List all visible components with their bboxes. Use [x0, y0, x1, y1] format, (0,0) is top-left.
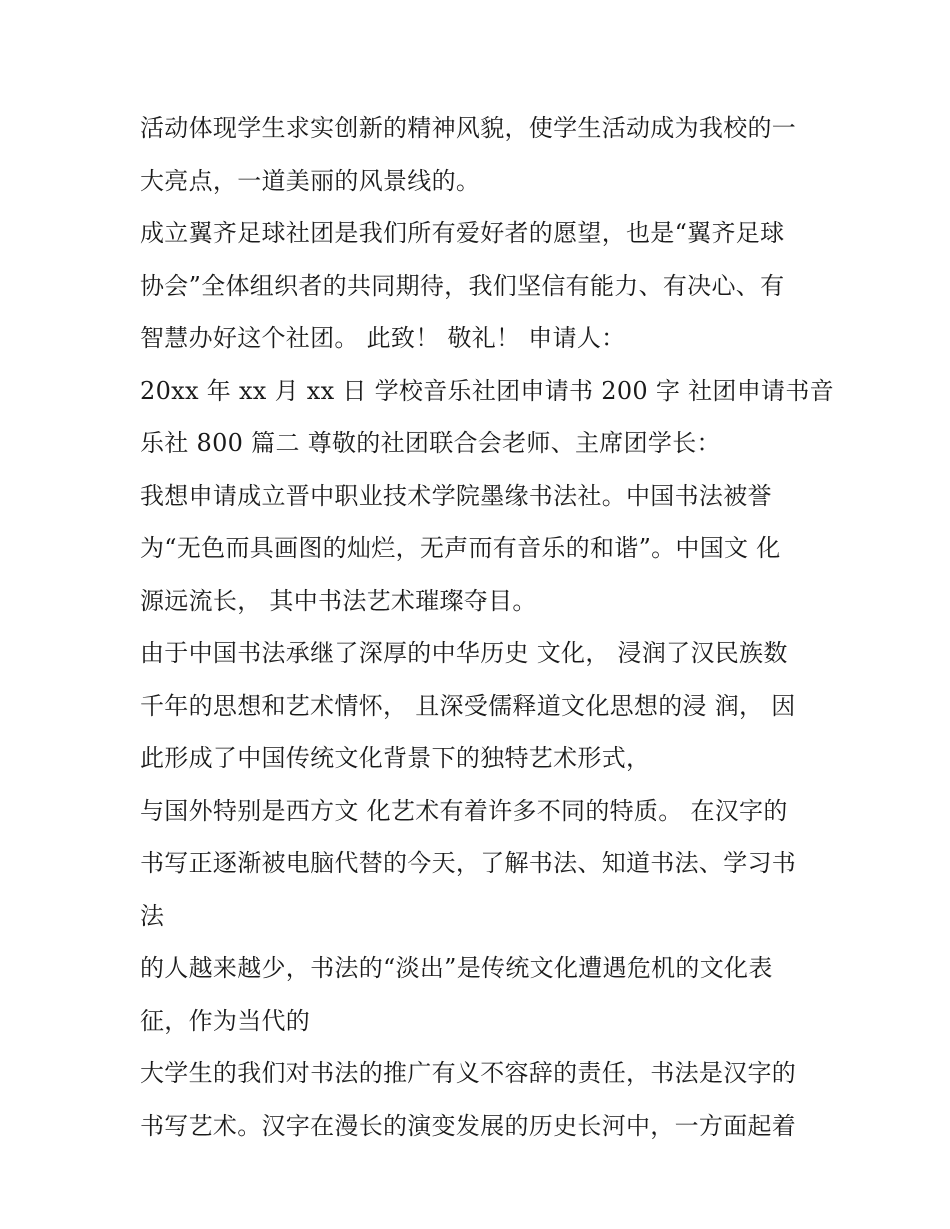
text-line: 书写艺术。汉字在漫长的演变发展的历史长河中，一方面起着	[140, 1111, 797, 1140]
text-line: 大亮点，一道美丽的风景线的。	[140, 166, 481, 195]
text-line: 书写正逐渐被电脑代替的今天，了解书法、知道书法、学习书	[140, 849, 797, 877]
text-line: 20xx 年 xx 月 xx 日 学校音乐社团申请书 200 字 社团申请书音	[140, 376, 834, 405]
text-line: 源远流长， 其中书法艺术璀璨夺目。	[140, 586, 537, 615]
text-line: 我想申请成立晋中职业技术学院墨缘书法社。中国书法被誉	[140, 481, 772, 510]
text-line: 为“无色而具画图的灿烂，无声而有音乐的和谐”。中国文 化	[140, 534, 781, 562]
text-line: 征，作为当代的	[140, 1006, 311, 1035]
document-body	[140, 106, 834, 1156]
text-line: 由于中国书法承继了深厚的中华历史 文化， 浸润了汉民族数	[140, 639, 788, 667]
text-line: 的人越来越少，书法的“淡出”是传统文化遭遇危机的文化表	[140, 954, 773, 982]
text-line: 此形成了中国传统文化背景下的独特艺术形式，	[140, 744, 651, 772]
text-line: 法	[140, 901, 165, 930]
text-line: 乐社 800 篇二 尊敬的社团联合会老师、主席团学长：	[140, 429, 721, 457]
text-line: 与国外特别是西方文 化艺术有着许多不同的特质。 在汉字的	[140, 796, 788, 825]
text-line: 智慧办好这个社团。 此致！ 敬礼！ 申请人：	[140, 324, 626, 352]
text-line: 大学生的我们对书法的推广有义不容辞的责任，书法是汉字的	[140, 1059, 797, 1087]
text-line: 成立翼齐足球社团是我们所有爱好者的愿望，也是“翼齐足球	[140, 219, 785, 247]
text-line: 活动体现学生求实创新的精神风貌，使学生活动成为我校的一	[140, 114, 797, 142]
text-line: 千年的思想和艺术情怀， 且深受儒释道文化思想的浸 润， 因	[140, 691, 796, 720]
text-line: 协会”全体组织者的共同期待，我们坚信有能力、有决心、有	[140, 271, 785, 300]
